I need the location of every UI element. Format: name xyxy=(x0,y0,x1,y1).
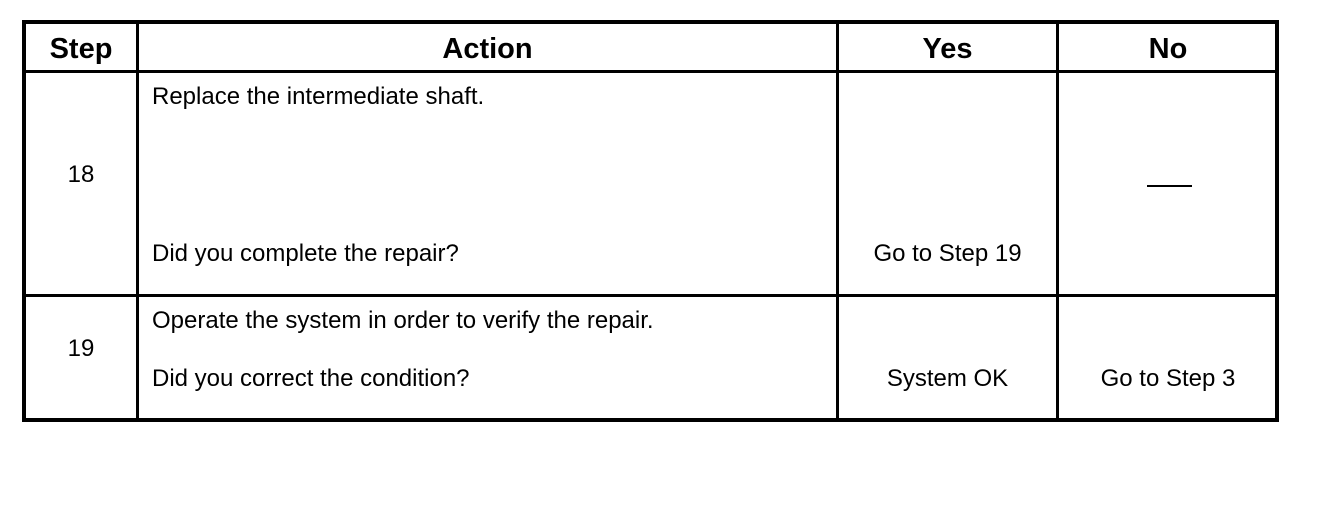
row-18-action-line2: Did you complete the repair? xyxy=(152,240,459,267)
row-19-yes: System OK xyxy=(886,365,1009,392)
row-19-step: 19 xyxy=(67,335,95,362)
row-18-step: 18 xyxy=(67,161,95,188)
header-no: No xyxy=(1148,33,1188,65)
header-action: Action xyxy=(442,33,533,65)
header-yes: Yes xyxy=(922,33,973,65)
column-divider xyxy=(836,24,839,418)
row-18-action-line1: Replace the intermediate shaft. xyxy=(152,83,485,110)
diagnostic-table xyxy=(22,20,1279,422)
column-divider xyxy=(1056,24,1059,418)
row-19-no: Go to Step 3 xyxy=(1100,365,1236,392)
row-18-yes: Go to Step 19 xyxy=(873,240,1022,267)
row-divider xyxy=(26,70,1275,73)
row-19-action-line2: Did you correct the condition? xyxy=(152,365,470,392)
column-divider xyxy=(136,24,139,418)
row-divider xyxy=(26,294,1275,297)
row-18-no-dash xyxy=(1147,185,1192,187)
row-19-action-line1: Operate the system in order to verify the repair. xyxy=(152,307,654,334)
header-step: Step xyxy=(49,33,113,65)
